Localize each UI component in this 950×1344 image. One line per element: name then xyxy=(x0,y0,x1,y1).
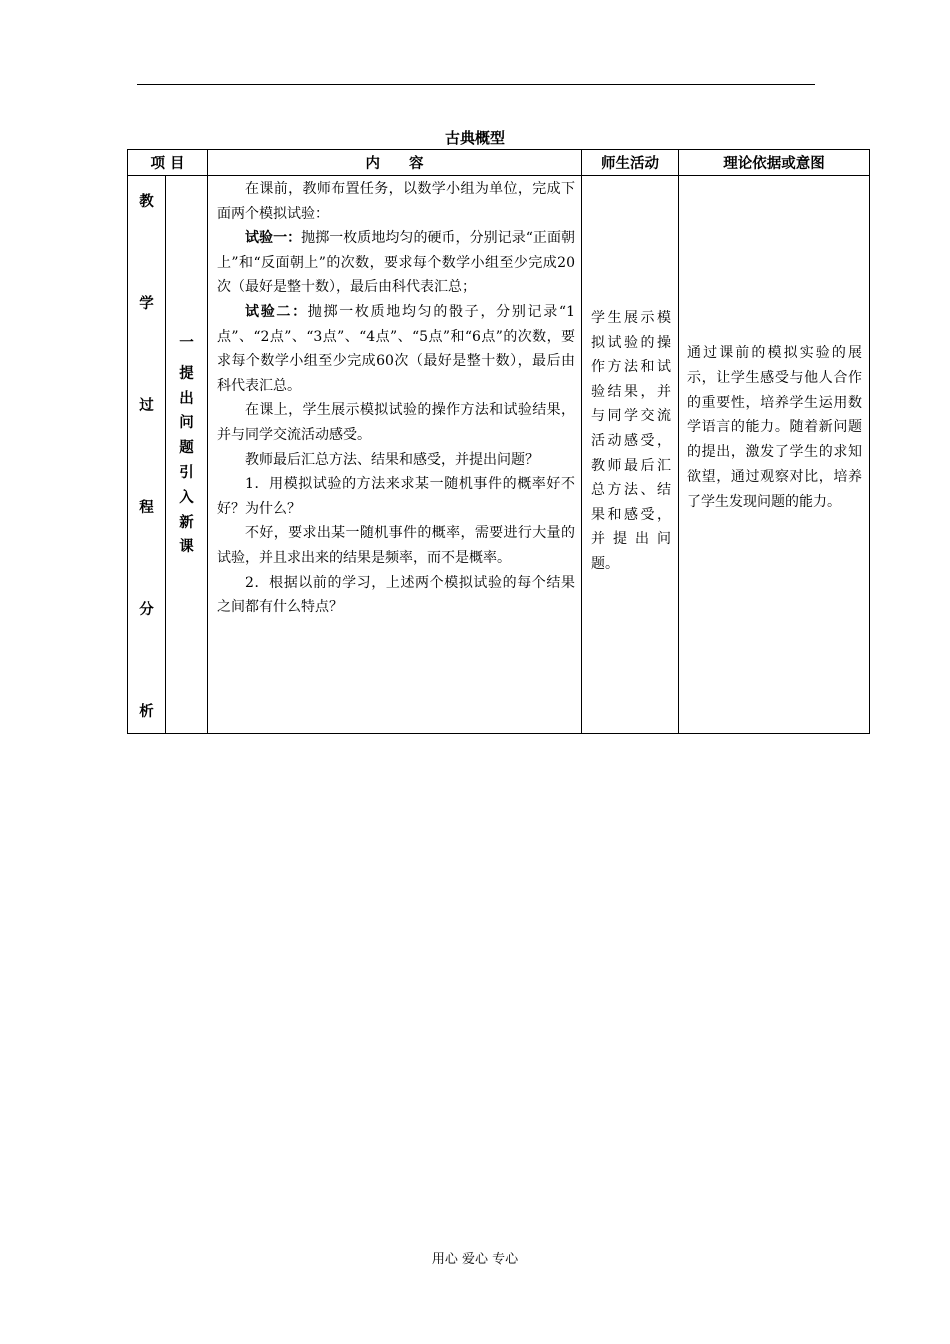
subsection-char: 一 xyxy=(179,335,194,351)
section-char: 分 xyxy=(139,602,154,618)
content-paragraph: 在课上，学生展示模拟试验的操作方法和试验结果，并与同学交流活动感受。 xyxy=(217,402,575,443)
activity-cell xyxy=(582,176,679,734)
experiment-2 xyxy=(217,300,575,398)
section-char: 学 xyxy=(139,296,154,312)
subsection-char: 引 xyxy=(179,464,194,481)
header-activity: 师生活动 xyxy=(582,150,679,176)
rationale-text: 通过课前的模拟实验的展示，让学生感受与他人合作的重要性，培养学生运用数学语言的能力。随着新问题的提出，激发了学生的求知欲望，通过观察对比，培养了学生发现问题的能力。 xyxy=(687,345,862,510)
subsection-char: 提 xyxy=(179,365,194,382)
section-char: 过 xyxy=(139,398,154,414)
page-title: 古典概型 xyxy=(444,129,505,147)
question-2: 2．根据以前的学习，上述两个模拟试验的每个结果之间都有什么特点？ xyxy=(217,574,575,616)
section-char: 教 xyxy=(139,194,154,210)
header-rule xyxy=(137,84,815,85)
experiment-1-text: 抛掷一枚质地均匀的硬币，分别记录“正面朝上”和“反面朝上”的次数，要求每个数学小组至少完成20次（最好是整十数），最后由科代表汇总； xyxy=(217,230,576,296)
subsection-char: 课 xyxy=(179,539,194,556)
subsection-char: 入 xyxy=(179,489,194,506)
subsection-cell xyxy=(166,176,208,734)
section-label xyxy=(128,190,165,721)
header-content: 内 容 xyxy=(208,150,582,176)
experiment-1 xyxy=(217,226,575,300)
header-rationale: 理论依据或意图 xyxy=(679,150,870,176)
question-1: 1．用模拟试验的方法来求某一随机事件的概率好不好？为什么？ xyxy=(217,476,575,517)
page-footer: 用心 爱心 专心 xyxy=(431,1252,519,1267)
subsection-char: 出 xyxy=(179,390,194,407)
section-cell xyxy=(128,176,166,734)
experiment-2-label: 试验二： xyxy=(245,303,308,320)
experiment-1-label: 试验一： xyxy=(245,230,302,247)
content-paragraph: 在课前，教师布置任务，以数学小组为单位，完成下面两个模拟试验： xyxy=(217,181,575,222)
activity-text: 学生展示模拟试验的操作方法和试验结果，并与同学交流活动感受，教师最后汇总方法、结果和感受，并提出问题。 xyxy=(591,310,671,572)
subsection-char: 题 xyxy=(179,440,194,457)
subsection-char: 问 xyxy=(179,415,194,432)
content-cell xyxy=(208,176,582,734)
header-row xyxy=(128,150,870,176)
lesson-table xyxy=(127,149,870,734)
header-item: 项 目 xyxy=(128,150,208,176)
section-char: 析 xyxy=(139,704,154,720)
rationale-cell xyxy=(679,176,870,734)
section-char: 程 xyxy=(139,500,154,516)
subsection-char: 新 xyxy=(179,514,194,531)
answer-1: 不好，要求出某一随机事件的概率，需要进行大量的试验，并且求出来的结果是频率，而不是概率。 xyxy=(217,525,575,566)
experiment-2-text: 抛掷一枚质地均匀的骰子，分别记录“1点”、“2点”、“3点”、“4点”、“5点”和“6点”的次数，要求每个数学小组至少完成60次（最好是整十数），最后由科代表汇总。 xyxy=(217,303,575,394)
body-row xyxy=(128,176,870,734)
content-paragraph: 教师最后汇总方法、结果和感受，并提出问题？ xyxy=(245,451,539,468)
